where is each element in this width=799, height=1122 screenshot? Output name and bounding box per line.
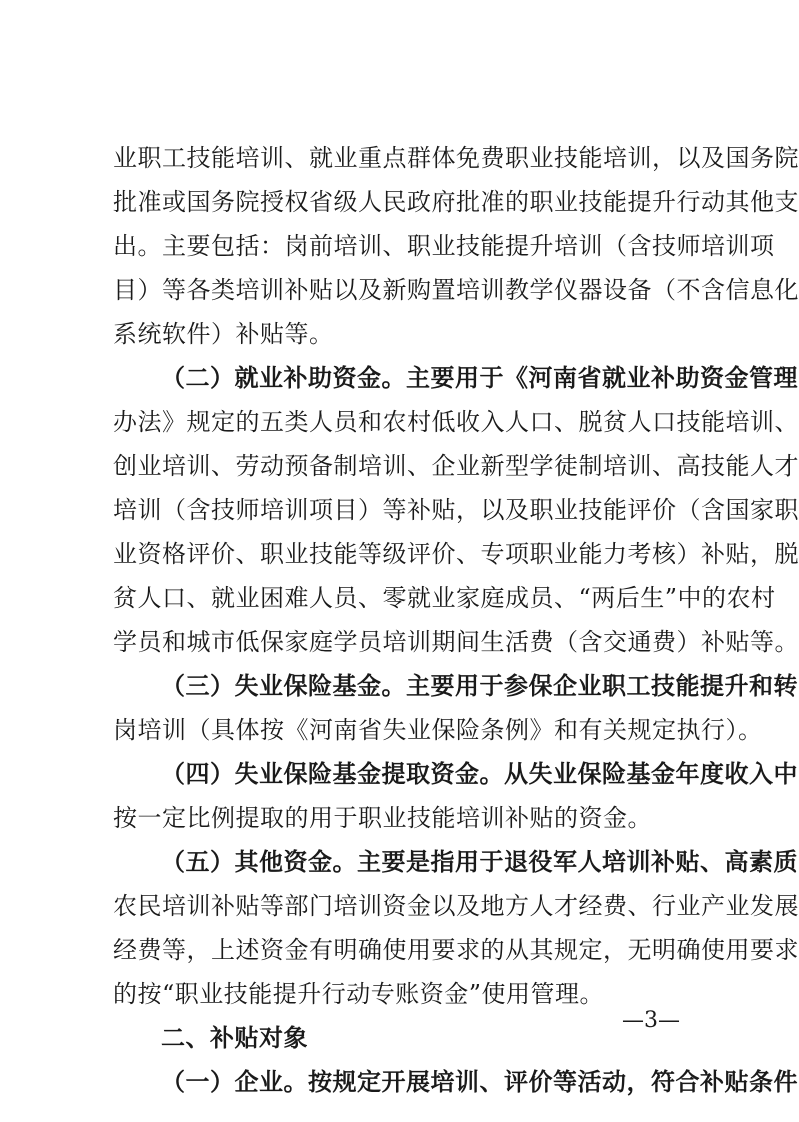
page-number: —3—	[622, 1008, 680, 1033]
paragraph-line: 系统软件）补贴等。	[113, 320, 334, 348]
paragraph-line: 学员和城市低保家庭学员培训期间生活费（含交通费）补贴等。	[113, 628, 799, 656]
paragraph-line: 业职工技能培训、就业重点群体免费职业技能培训，以及国务院	[113, 144, 799, 172]
paragraph-line: 出。主要包括：岗前培训、职业技能提升培训（含技师培训项	[113, 232, 775, 260]
paragraph-line: 创业培训、劳动预备制培训、企业新型学徒制培训、高技能人才	[113, 452, 799, 480]
paragraph-line: 业资格评价、职业技能等级评价、专项职业能力考核）补贴，脱	[113, 540, 799, 568]
paragraph-line: 按一定比例提取的用于职业技能培训补贴的资金。	[113, 804, 652, 832]
paragraph-line: 经费等，上述资金有明确使用要求的从其规定，无明确使用要求	[113, 936, 799, 964]
paragraph-line: 岗培训（具体按《河南省失业保险条例》和有关规定执行）。	[113, 716, 763, 744]
section-heading-subsidy-targets: 二、补贴对象	[161, 1024, 308, 1052]
section-3-line: （三）失业保险基金。主要用于参保企业职工技能提升和转	[161, 671, 798, 700]
paragraph-line: 农民培训补贴等部门培训资金以及地方人才经费、行业产业发展	[113, 892, 799, 920]
paragraph-line: 贫人口、就业困难人员、零就业家庭成员、“两后生”中的农村	[113, 584, 776, 612]
paragraph-line: 批准或国务院授权省级人民政府批准的职业技能提升行动其他支	[113, 188, 799, 216]
section-5-line: （五）其他资金。主要是指用于退役军人培训补贴、高素质	[161, 847, 798, 876]
section-2-line: （二）就业补助资金。主要用于《河南省就业补助资金管理	[161, 363, 798, 392]
paragraph-line: 目）等各类培训补贴以及新购置培训教学仪器设备（不含信息化	[113, 276, 799, 304]
section-1-line: （一）企业。按规定开展培训、评价等活动，符合补贴条件	[161, 1067, 798, 1096]
section-4-line: （四）失业保险基金提取资金。从失业保险基金年度收入中	[161, 759, 798, 788]
paragraph-line: 办法》规定的五类人员和农村低收入人口、脱贫人口技能培训、	[113, 408, 799, 436]
paragraph-line: 的按“职业技能提升行动专账资金”使用管理。	[113, 980, 605, 1008]
paragraph-line: 培训（含技师培训项目）等补贴，以及职业技能评价（含国家职	[113, 496, 799, 524]
